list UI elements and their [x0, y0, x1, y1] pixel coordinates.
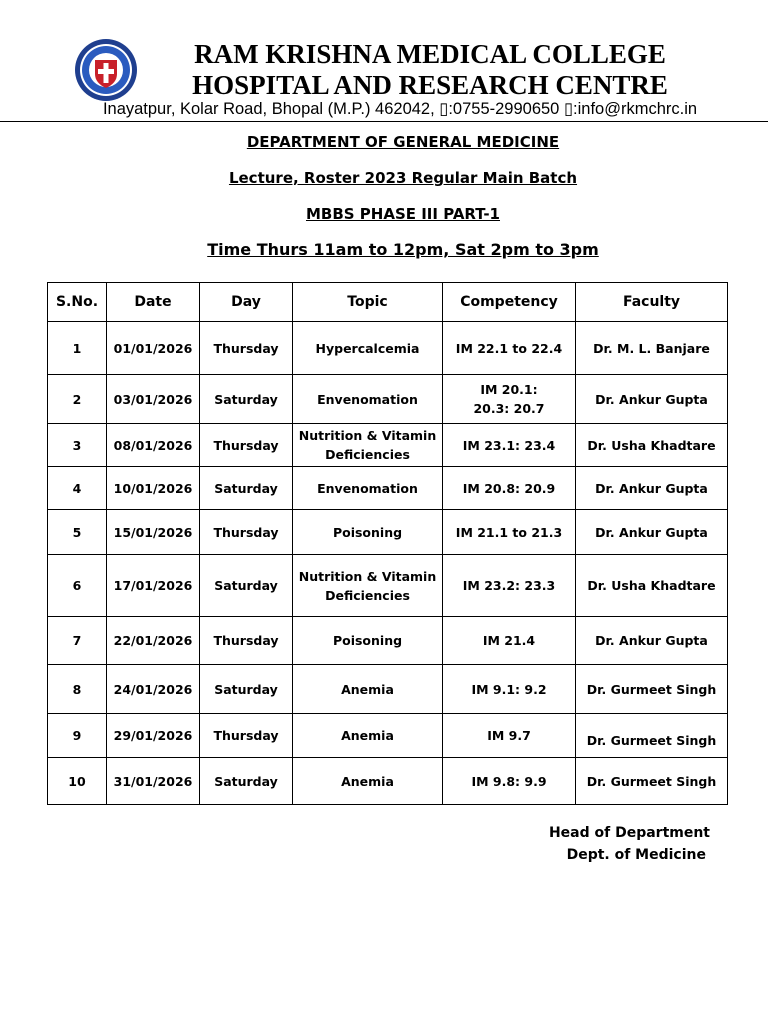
cell-sno: 6 [48, 555, 107, 617]
phase-heading: MBBS PHASE III PART-1 [305, 205, 500, 223]
cell-day: Thursday [200, 510, 293, 555]
cell-competency: IM 9.8: 9.9 [443, 758, 576, 805]
column-header-date: Date [107, 283, 200, 322]
time-heading: Time Thurs 11am to 12pm, Sat 2pm to 3pm [207, 240, 599, 259]
cell-date: 01/01/2026 [107, 322, 200, 375]
table-row [48, 665, 728, 714]
cell-competency: IM 9.1: 9.2 [443, 665, 576, 714]
cell-competency: IM 23.1: 23.4 [443, 424, 576, 467]
cell-topic: Nutrition & Vitamin Deficiencies [293, 424, 443, 467]
table-header-row [48, 283, 728, 322]
table-row [48, 714, 728, 758]
cell-date: 08/01/2026 [107, 424, 200, 467]
cell-competency: IM 22.1 to 22.4 [443, 322, 576, 375]
college-name-line1: RAM KRISHNA MEDICAL COLLEGE [194, 39, 666, 69]
header-divider [0, 121, 768, 122]
table-row [48, 467, 728, 510]
column-header-topic: Topic [293, 283, 443, 322]
cell-sno: 3 [48, 424, 107, 467]
cell-sno: 5 [48, 510, 107, 555]
cell-faculty: Dr. Gurmeet Singh [576, 714, 728, 758]
cell-topic: Anemia [293, 758, 443, 805]
cell-date: 24/01/2026 [107, 665, 200, 714]
cell-topic: Hypercalcemia [293, 322, 443, 375]
cell-competency: IM 21.1 to 21.3 [443, 510, 576, 555]
cell-date: 15/01/2026 [107, 510, 200, 555]
cell-sno: 2 [48, 375, 107, 424]
cell-topic: Poisoning [293, 510, 443, 555]
cell-competency: IM 20.1: 20.3: 20.7 [443, 375, 576, 424]
signature-block [549, 822, 710, 866]
cell-faculty: Dr. Ankur Gupta [576, 510, 728, 555]
signature-department: Dept. of Medicine [566, 847, 706, 863]
cell-date: 22/01/2026 [107, 617, 200, 665]
cell-sno: 1 [48, 322, 107, 375]
roster-heading: Lecture, Roster 2023 Regular Main Batch [228, 169, 578, 187]
cell-date: 17/01/2026 [107, 555, 200, 617]
cell-topic: Anemia [293, 714, 443, 758]
cell-date: 03/01/2026 [107, 375, 200, 424]
cell-day: Saturday [200, 555, 293, 617]
cell-topic: Nutrition & Vitamin Deficiencies [293, 555, 443, 617]
cell-faculty: Dr. Ankur Gupta [576, 617, 728, 665]
column-header-day: Day [200, 283, 293, 322]
cell-day: Thursday [200, 617, 293, 665]
cell-day: Thursday [200, 322, 293, 375]
cell-topic: Envenomation [293, 375, 443, 424]
cell-competency: IM 20.8: 20.9 [443, 467, 576, 510]
cell-date: 29/01/2026 [107, 714, 200, 758]
cell-day: Saturday [200, 665, 293, 714]
cell-sno: 4 [48, 467, 107, 510]
column-header-competency: Competency [443, 283, 576, 322]
college-name-line2: HOSPITAL AND RESEARCH CENTRE [192, 70, 668, 100]
college-address: Inayatpur, Kolar Road, Bhopal (M.P.) 462042, ▯:0755-2990650 ▯:info@rkmchrc.in [102, 100, 698, 118]
cell-sno: 8 [48, 665, 107, 714]
cell-day: Saturday [200, 758, 293, 805]
cell-competency: IM 21.4 [443, 617, 576, 665]
signature-title: Head of Department [548, 825, 710, 841]
department-heading: DEPARTMENT OF GENERAL MEDICINE [246, 133, 560, 151]
cell-faculty: Dr. Gurmeet Singh [576, 665, 728, 714]
lecture-roster-table [47, 282, 728, 805]
cell-date: 10/01/2026 [107, 467, 200, 510]
cell-topic: Envenomation [293, 467, 443, 510]
cell-day: Saturday [200, 467, 293, 510]
table-row [48, 510, 728, 555]
cell-sno: 7 [48, 617, 107, 665]
cell-faculty: Dr. Ankur Gupta [576, 375, 728, 424]
cell-competency: IM 9.7 [443, 714, 576, 758]
table-row [48, 758, 728, 805]
table-row [48, 555, 728, 617]
cell-faculty: Dr. M. L. Banjare [576, 322, 728, 375]
cell-faculty: Dr. Ankur Gupta [576, 467, 728, 510]
cell-competency: IM 23.2: 23.3 [443, 555, 576, 617]
college-logo [74, 38, 138, 102]
cell-faculty: Dr. Usha Khadtare [576, 555, 728, 617]
table-row [48, 322, 728, 375]
cell-day: Thursday [200, 424, 293, 467]
table-row [48, 617, 728, 665]
cell-faculty: Dr. Usha Khadtare [576, 424, 728, 467]
cell-day: Thursday [200, 714, 293, 758]
cell-topic: Poisoning [293, 617, 443, 665]
column-header-sno: S.No. [48, 283, 107, 322]
cell-topic: Anemia [293, 665, 443, 714]
cell-sno: 10 [48, 758, 107, 805]
cell-faculty: Dr. Gurmeet Singh [576, 758, 728, 805]
cell-date: 31/01/2026 [107, 758, 200, 805]
table-row [48, 424, 728, 467]
cell-day: Saturday [200, 375, 293, 424]
column-header-faculty: Faculty [576, 283, 728, 322]
table-row [48, 375, 728, 424]
cell-sno: 9 [48, 714, 107, 758]
